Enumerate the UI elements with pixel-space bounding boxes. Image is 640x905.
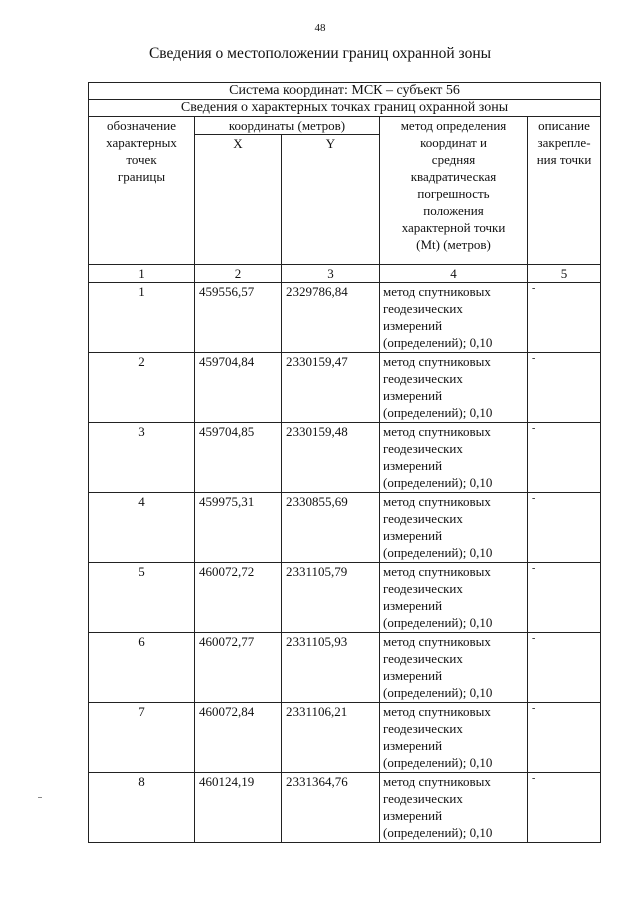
method-cell: метод спутниковых геодезических измерений (определений); 0,10 [380, 283, 528, 353]
table-row [89, 633, 601, 703]
description-cell: - [528, 493, 601, 563]
header-y: Y [282, 135, 380, 265]
description-cell: - [528, 423, 601, 493]
table-row [89, 773, 601, 843]
document-title: Сведения о местоположении границ охранной зоны [148, 45, 492, 62]
point-cell: 1 [89, 283, 195, 353]
page-number: 48 [314, 22, 326, 34]
method-cell: метод спутниковых геодезических измерений (определений); 0,10 [380, 423, 528, 493]
point-cell: 4 [89, 493, 195, 563]
coordinate-system-cell: Система координат: МСК – субъект 56 [89, 83, 601, 100]
column-number-5: 5 [528, 265, 601, 283]
table-row [89, 353, 601, 423]
scan-artifact-mark [38, 797, 42, 798]
column-number-2: 2 [195, 265, 282, 283]
x-coordinate-cell: 460072,72 [195, 563, 282, 633]
y-coordinate-cell: 2331105,79 [282, 563, 380, 633]
x-coordinate-cell: 459975,31 [195, 493, 282, 563]
x-coordinate-cell: 460072,77 [195, 633, 282, 703]
x-coordinate-cell: 460124,19 [195, 773, 282, 843]
point-cell: 5 [89, 563, 195, 633]
point-cell: 8 [89, 773, 195, 843]
description-cell: - [528, 633, 601, 703]
column-number-1: 1 [89, 265, 195, 283]
header-method: метод определения координат и средняя квадратическая погрешность положения характерной точки (Mt) (метров) [380, 117, 528, 265]
y-coordinate-cell: 2330855,69 [282, 493, 380, 563]
y-coordinate-cell: 2330159,48 [282, 423, 380, 493]
method-cell: метод спутниковых геодезических измерений (определений); 0,10 [380, 633, 528, 703]
method-cell: метод спутниковых геодезических измерений (определений); 0,10 [380, 353, 528, 423]
method-cell: метод спутниковых геодезических измерений (определений); 0,10 [380, 773, 528, 843]
header-row [89, 117, 601, 135]
x-coordinate-cell: 459556,57 [195, 283, 282, 353]
header-coordinates: координаты (метров) [195, 117, 380, 135]
column-number-row [89, 265, 601, 283]
column-number-4: 4 [380, 265, 528, 283]
header-description: описание закрепле- ния точки [528, 117, 601, 265]
y-coordinate-cell: 2330159,47 [282, 353, 380, 423]
description-cell: - [528, 563, 601, 633]
x-coordinate-cell: 460072,84 [195, 703, 282, 773]
table-row [89, 283, 601, 353]
x-coordinate-cell: 459704,85 [195, 423, 282, 493]
table-row [89, 423, 601, 493]
table-row [89, 493, 601, 563]
boundary-points-table [88, 82, 601, 843]
table-row [89, 703, 601, 773]
method-cell: метод спутниковых геодезических измерений (определений); 0,10 [380, 493, 528, 563]
y-coordinate-cell: 2331364,76 [282, 773, 380, 843]
y-coordinate-cell: 2329786,84 [282, 283, 380, 353]
column-number-3: 3 [282, 265, 380, 283]
section-title-cell: Сведения о характерных точках границ охранной зоны [89, 100, 601, 117]
header-designation: обозначение характерных точек границы [89, 117, 195, 265]
y-coordinate-cell: 2331106,21 [282, 703, 380, 773]
description-cell: - [528, 703, 601, 773]
point-cell: 2 [89, 353, 195, 423]
x-coordinate-cell: 459704,84 [195, 353, 282, 423]
description-cell: - [528, 773, 601, 843]
coordinate-system-row [89, 83, 601, 100]
method-cell: метод спутниковых геодезических измерений (определений); 0,10 [380, 703, 528, 773]
point-cell: 7 [89, 703, 195, 773]
header-x: X [195, 135, 282, 265]
description-cell: - [528, 283, 601, 353]
table-row [89, 563, 601, 633]
point-cell: 6 [89, 633, 195, 703]
section-title-row [89, 100, 601, 117]
description-cell: - [528, 353, 601, 423]
y-coordinate-cell: 2331105,93 [282, 633, 380, 703]
point-cell: 3 [89, 423, 195, 493]
method-cell: метод спутниковых геодезических измерений (определений); 0,10 [380, 563, 528, 633]
